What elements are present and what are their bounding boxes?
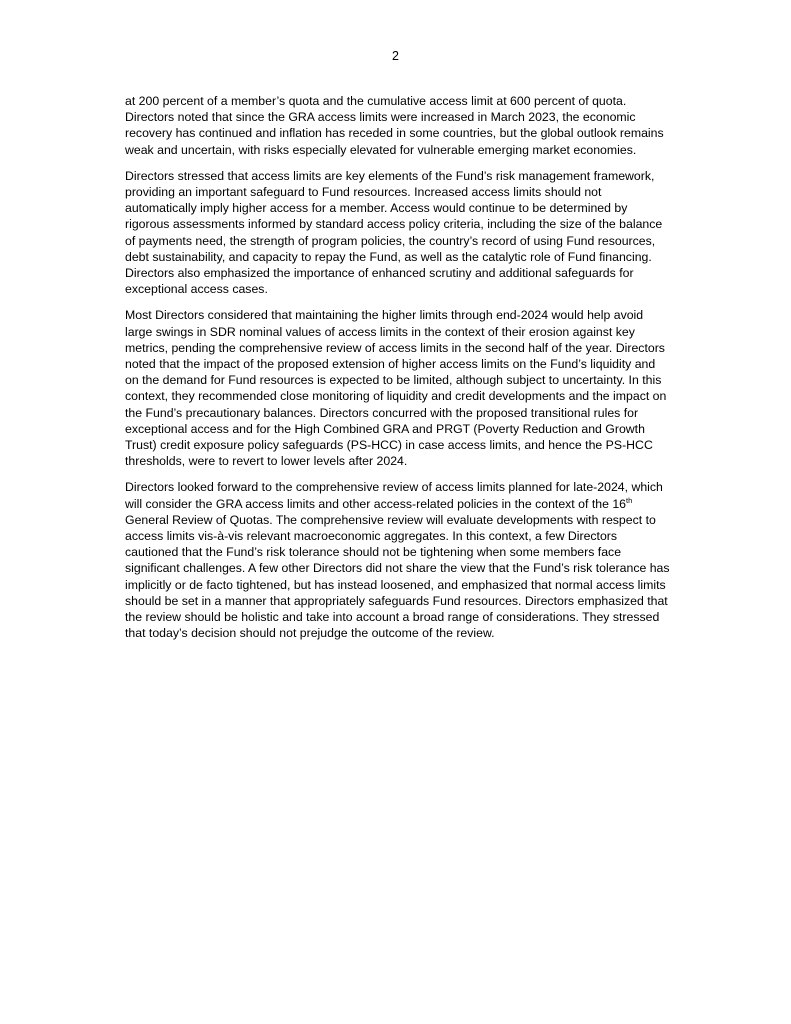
page-number: 2 — [392, 49, 399, 63]
paragraph-access-limits-context: at 200 percent of a member’s quota and the cumulative access limit at 600 percent of quota. Directors noted that since the GRA access limits were increased in March 2023, the economic recovery has continued and inflation has receded in some countries, but the global outlook remains weak and uncertain, with risks especially elevated for vulnerable emerging market economies. — [125, 94, 664, 157]
paragraph-text-after: General Review of Quotas. The comprehensive review will evaluate developments with respect to access limits vis-à-vis relevant macroeconomic aggregates. In this context, a few Directors cautioned that the Fund’s risk tolerance should not be tightening when some members face significant challenges. A few other Directors did not share the view that the Fund’s risk tolerance has implicitly or de facto tightened, but has instead loosened, and emphasized that normal access limits should be set in a manner that appropriately safeguards Fund resources. Directors emphasized that the review should be holistic and take into account a broad range of considerations. They stressed that today’s decision should not prejudge the outcome of the review. — [125, 512, 670, 641]
paragraph-comprehensive-review — [125, 479, 670, 641]
paragraph-higher-limits-extension: Most Directors considered that maintaining the higher limits through end-2024 would help avoid large swings in SDR nominal values of access limits in the context of their erosion against key metrics, pending the comprehensive review of access limits in the second half of the year. Directors noted that the impact of the proposed extension of higher access limits on the Fund’s liquidity and on the demand for Fund resources is expected to be limited, although subject to uncertainty. In this context, they recommended close monitoring of liquidity and credit developments and the impact on the Fund’s precautionary balances. Directors concurred with the proposed transitional rules for exceptional access and for the High Combined GRA and PRGT (Poverty Reduction and Growth Trust) credit exposure policy safeguards (PS-HCC) in case access limits, and hence the PS-HCC thresholds, were to revert to lower levels after 2024. — [125, 308, 667, 469]
ordinal-superscript: th — [626, 495, 633, 505]
document-body — [125, 93, 670, 652]
paragraph-text-before: Directors looked forward to the comprehensive review of access limits planned for late-2024, which will consider the GRA access limits and other access-related policies in the context of the 16 — [125, 480, 663, 511]
paragraph-risk-management: Directors stressed that access limits are key elements of the Fund’s risk management framework, providing an important safeguard to Fund resources. Increased access limits should not automatically imply higher access for a member. Access would continue to be determined by rigorous assessments informed by standard access policy criteria, including the size of the balance of payments need, the strength of program policies, the country’s record of using Fund resources, debt sustainability, and capacity to repay the Fund, as well as the catalytic role of Fund financing. Directors also emphasized the importance of enhanced scrutiny and additional safeguards for exceptional access cases. — [125, 168, 663, 297]
